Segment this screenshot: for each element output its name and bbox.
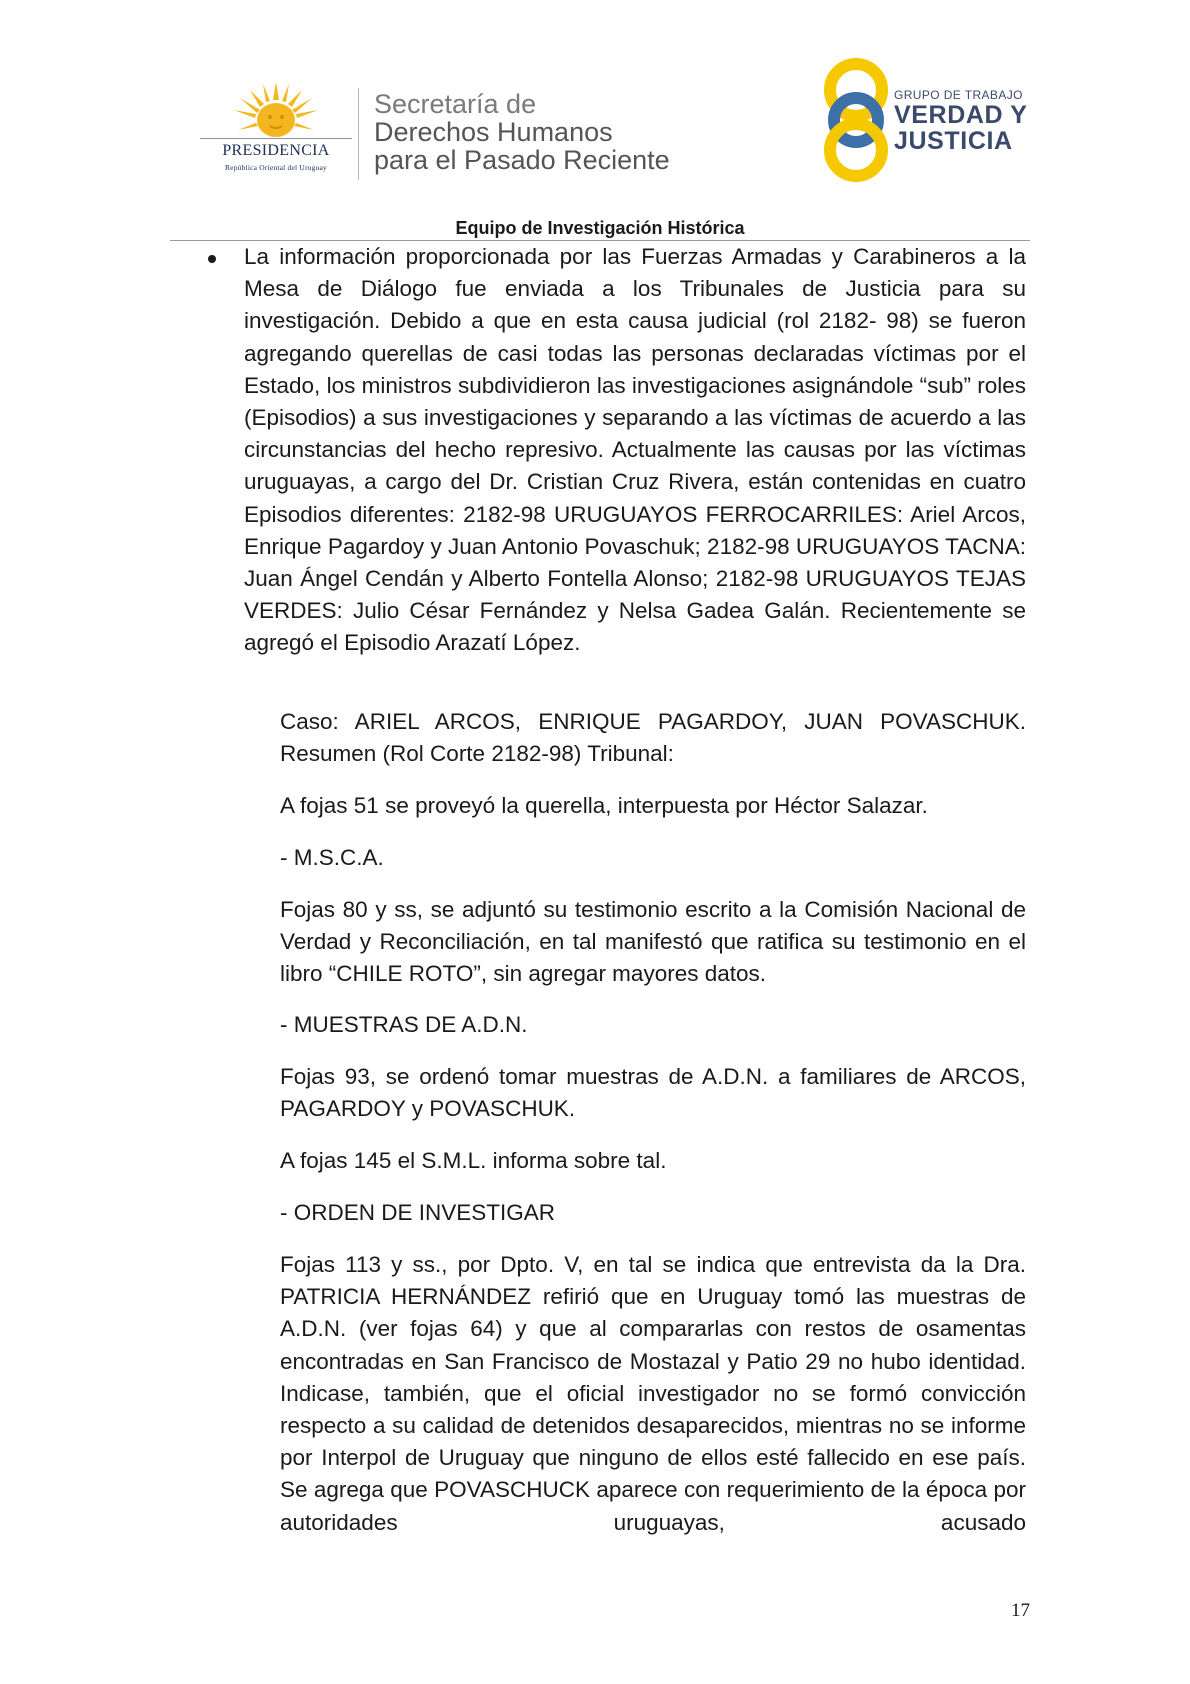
presidencia-rule — [200, 138, 352, 139]
rings-icon — [822, 56, 892, 182]
grupo-label: GRUPO DE TRABAJO — [894, 88, 1023, 102]
secretaria-logo-text — [374, 90, 670, 174]
fojas-145-paragraph: A fojas 145 el S.M.L. informa sobre tal. — [280, 1148, 667, 1173]
sun-icon — [230, 80, 322, 140]
secretaria-line-1: Secretaría de — [374, 89, 537, 119]
justicia-label: JUSTICIA — [894, 127, 1013, 155]
bullet-paragraph: La información proporcionada por las Fuerzas Armadas y Carabineros a la Mesa de Diálogo fue enviada a los Tribunales de Justicia para su investigación. Debido a que en esta causa judicial (rol 2182- 98) se fueron agregando querellas de casi todas las personas declaradas víctimas por el Estado, los ministros subdividieron las investigaciones asignándole “sub” roles (Episodios) a sus investigaciones y separando a las víctimas de acuerdo a las circunstancias del hecho represivo. Actualmente las causas por las víctimas uruguayas, a cargo del Dr. Cristian Cruz Rivera, están contenidas en cuatro Episodios diferentes: 2182-98 URUGUAYOS FERROCARRILES: Ariel Arcos, Enrique Pagardoy y Juan Antonio Povaschuk; 2182-98 URUGUAYOS TACNA: Juan Ángel Cendán y Alberto Fontella Alonso; 2182-98 URUGUAYOS TEJAS VERDES: Julio César Fernández y Nelsa Gadea Galán. Recientemente se agregó el Episodio Arazatí López. — [244, 244, 1026, 656]
presidencia-name: PRESIDENCIA — [222, 142, 330, 159]
page-number: 17 — [1011, 1600, 1030, 1621]
page-header — [0, 0, 1190, 238]
fojas-93-paragraph: Fojas 93, se ordenó tomar muestras de A.D.N. a familiares de ARCOS, PAGARDOY y POVASCHUK. — [280, 1064, 1026, 1122]
presidencia-logo — [198, 80, 354, 176]
fojas-113-paragraph: Fojas 113 y ss., por Dpto. V, en tal se indica que entrevista da la Dra. PATRICIA HERNÁNDEZ refirió que en Uruguay tomó las muestras de A.D.N. (ver fojas 64) y que al compararlas con restos de osamentas encontradas en San Francisco de Mostazal y Patio 29 no hubo identidad. Indicase, también, que el oficial investigador no se formó convicción respecto a su calidad de detenidos desaparecidos, mientras no se informe por Interpol de Uruguay que ninguno de ellos esté fallecido en ese país. Se agrega que POVASCHUCK aparece con requerimiento de la época por autoridades uruguayas, acusado — [280, 1252, 1026, 1535]
orden-heading: - ORDEN DE INVESTIGAR — [280, 1200, 556, 1225]
secretaria-line-3: para el Pasado Reciente — [374, 145, 670, 175]
verdad-label: VERDAD Y — [894, 101, 1028, 129]
muestras-heading: - MUESTRAS DE A.D.N. — [280, 1012, 528, 1037]
fojas-80-paragraph: Fojas 80 y ss, se adjuntó su testimonio escrito a la Comisión Nacional de Verdad y Reconciliación, en tal manifestó que ratifica su testimonio en el libro “CHILE ROTO”, sin agregar mayores datos. — [280, 897, 1026, 987]
fojas-51-paragraph: A fojas 51 se proveyó la querella, interpuesta por Héctor Salazar. — [280, 793, 928, 818]
section-title: Equipo de Investigación Histórica — [455, 218, 745, 238]
msca-heading: - M.S.C.A. — [280, 845, 384, 870]
caso-paragraph: Caso: ARIEL ARCOS, ENRIQUE PAGARDOY, JUAN POVASCHUK. Resumen (Rol Corte 2182-98) Tribunal: — [280, 709, 1026, 767]
secretaria-line-2: Derechos Humanos — [374, 117, 613, 147]
verdad-justicia-logo — [822, 56, 1032, 182]
header-divider — [358, 88, 359, 180]
bullet-icon — [208, 255, 216, 263]
presidencia-subtitle: República Oriental del Uruguay — [224, 163, 327, 172]
